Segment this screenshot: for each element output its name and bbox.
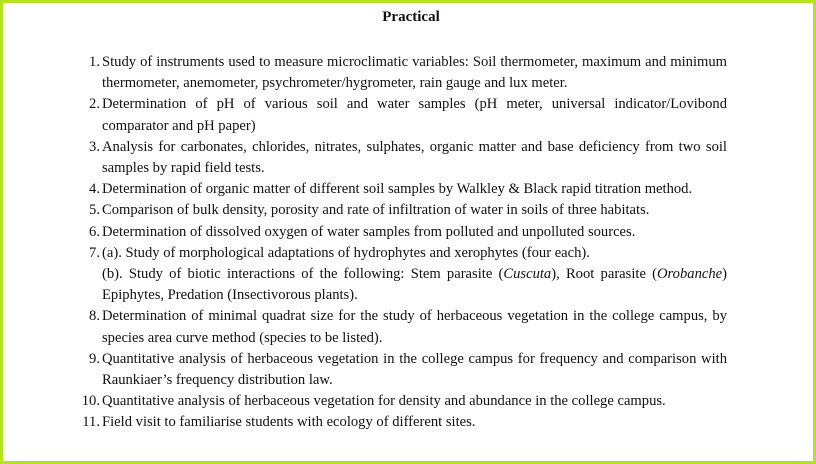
species-name-cuscuta: Cuscuta [503,266,552,283]
species-name-orobanche: Orobanche [657,266,723,283]
list-item [67,200,727,221]
item-text: Determination of organic matter of different soil samples by Walkley & Black rapid titration method. [102,181,693,198]
item-text [100,243,727,307]
sub-item-b [102,264,727,306]
item-text: Determination of dissolved oxygen of water samples from polluted and unpolluted sources. [102,223,636,240]
item-number: 6. [89,223,100,240]
list-item [67,94,727,136]
item-number: 8. [89,308,100,325]
item-text: Analysis for carbonates, chlorides, nitrates, sulphates, organic matter and base deficiency from two soil samples by rapid field tests. [102,138,727,177]
section-title: Practical [382,9,440,25]
list-item [67,243,727,307]
list-item [67,391,727,412]
list-item [67,349,727,391]
item-number: 9. [89,350,100,367]
item-text: Quantitative analysis of herbaceous vegetation in the college campus for frequency and comparison with Raunkiaer’s frequency distribution law. [102,350,727,389]
item-text: Field visit to familiarise students with ecology of different sites. [102,414,476,431]
list-item [67,52,727,94]
sub-item-b-text: ), Root parasite ( [551,266,657,283]
sub-item-b-text: (b). Study of biotic interactions of the following: Stem parasite ( [102,266,504,283]
list-item [67,137,727,179]
item-number: 11. [82,414,100,431]
item-number: 1. [89,54,100,70]
item-text: Study of instruments used to measure microclimatic variables: Soil thermometer, maximum and minimum thermometer, anemometer, psychrometer/hygrometer, rain gauge and lux meter. [102,54,727,92]
list-item [67,222,727,243]
item-text: Determination of pH of various soil and water samples (pH meter, universal indicator/Lovibond comparator and pH paper) [102,96,727,134]
item-text: Quantitative analysis of herbaceous vegetation for density and abundance in the college campus. [102,393,666,410]
practical-list [67,52,727,434]
item-number: 7. [89,244,100,261]
list-item [67,306,727,348]
sub-item-a: (a). Study of morphological adaptations of hydrophytes and xerophytes (four each). [102,244,590,261]
item-number: 5. [89,202,100,219]
item-text: Comparison of bulk density, porosity and rate of infiltration of water in soils of three habitats. [102,202,650,219]
list-item [67,179,727,200]
item-number: 4. [89,181,100,198]
sub-item-b-text: ) Epiphytes, Predation (Insectivorous plants). [102,266,727,304]
item-number: 10. [81,393,100,410]
list-item [67,412,727,433]
item-text: Determination of minimal quadrat size for the study of herbaceous vegetation in the college campus, by species area curve method (species to be listed). [102,308,727,346]
item-number: 2. [89,96,100,113]
item-number: 3. [89,138,100,155]
